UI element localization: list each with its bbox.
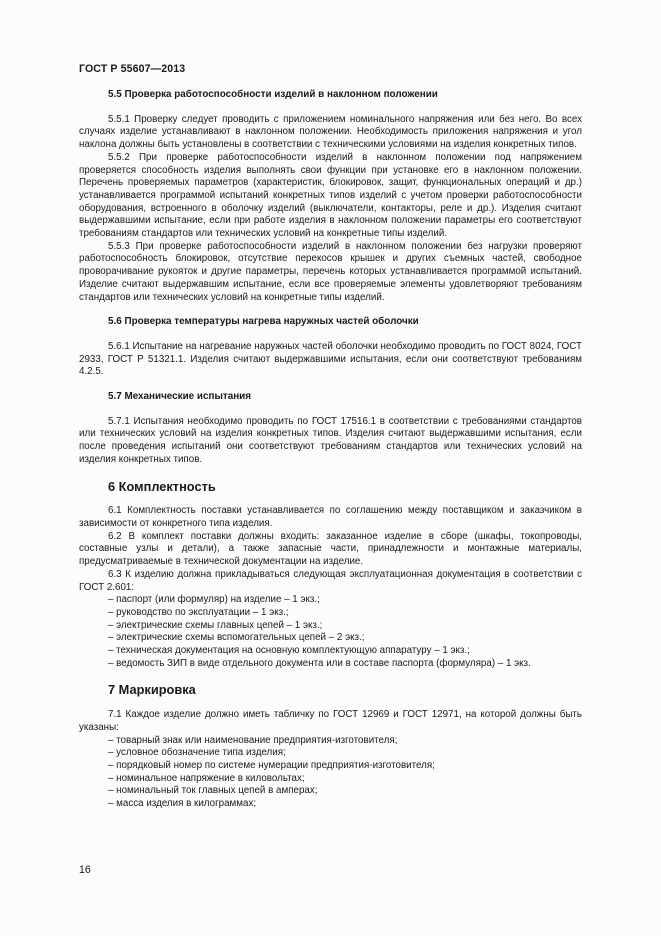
paragraph-5-5-3: 5.5.3 При проверке работоспособности изделий в наклонном положении без нагрузки проверяют работоспособность блокировок, отсутствие перекосов крышек и других съемных частей, свободное проворачивание рукояток и другие параметры, перечень которых устанавливается программой испытаний. Изделие считают выдержавшим испытание, если все проверяемые элементы удовлетворяют требованиям стандартов или технических условий на конкретные типы изделий. <box>79 240 582 303</box>
section-5-5-title: 5.5 Проверка работоспособности изделий в наклонном положении <box>108 89 438 100</box>
list-item: – ведомость ЗИП в виде отдельного документа или в составе паспорта (формуляра) – 1 экз. <box>108 657 531 669</box>
list-item: – электрические схемы вспомогательных цепей – 2 экз.; <box>108 632 365 644</box>
page-content <box>79 89 582 811</box>
paragraph-6-3: 6.3 К изделию должна прикладываться следующая эксплуатационная документация в соответствии с ГОСТ 2.601: <box>79 568 582 593</box>
page-number: 16 <box>79 864 91 876</box>
list-item: – условное обозначение типа изделия; <box>108 747 286 759</box>
list-item: – масса изделия в килограммах; <box>108 798 257 810</box>
list-item: – электрические схемы главных цепей – 1 экз.; <box>108 619 323 631</box>
list-item: – руководство по эксплуатации – 1 экз.; <box>108 606 289 618</box>
section-5-6-title: 5.6 Проверка температуры нагрева наружных частей оболочки <box>108 316 419 328</box>
paragraph-5-7-1: 5.7.1 Испытания необходимо проводить по ГОСТ 17516.1 в соответствии с требованиями стандартов или технических условий на изделия конкретных типов. Изделия считают выдержавшими испытания, если после проведения испытаний они соответствуют требованиям стандартов или технических условий на изделия конкретных типов. <box>79 415 582 465</box>
list-item: – паспорт (или формуляр) на изделие – 1 экз.; <box>108 594 320 606</box>
list-item: – номинальное напряжение в киловольтах; <box>108 772 305 784</box>
list-item: – номинальный ток главных цепей в амперах; <box>108 785 318 797</box>
paragraph-6-2: 6.2 В комплект поставки должны входить: заказанное изделие в сборе (шкафы, токопроводы, составные узлы и детали), а также запасные части, принадлежности и монтажные материалы, предусматриваемые в технической документации на изделие. <box>79 530 582 568</box>
list-item: – техническая документация на основную комплектующую аппаратуру – 1 экз.; <box>108 645 470 657</box>
paragraph-6-1: 6.1 Комплектность поставки устанавливается по соглашению между поставщиком и заказчиком в зависимости от конкретного типа изделия. <box>79 505 582 529</box>
list-item: – порядковый номер по системе нумерации предприятия-изготовителя; <box>108 759 435 771</box>
section-7-title: 7 Маркировка <box>108 682 196 698</box>
section-6-title: 6 Комплектность <box>108 478 216 494</box>
document-header: ГОСТ Р 55607—2013 <box>79 63 186 75</box>
paragraph-5-6-1: 5.6.1 Испытание на нагревание наружных частей оболочки необходимо проводить по ГОСТ 8024, ГОСТ 2933, ГОСТ Р 51321.1. Изделия считают выдержавшими испытания, если они соответствуют требованиям 4.2.5. <box>79 340 582 378</box>
paragraph-5-5-1: 5.5.1 Проверку следует проводить с приложением номинального напряжения или без него. Во всех случаях изделие устанавливают в наклонном положении. Необходимость приложения напряжения и угол наклона должны быть установлены в соответствии с техническими условиями на изделия конкретных типов. <box>79 113 582 151</box>
section-5-7-title: 5.7 Механические испытания <box>108 391 251 403</box>
list-item: – товарный знак или наименование предприятия-изготовителя; <box>108 734 398 746</box>
paragraph-5-5-2: 5.5.2 При проверке работоспособности изделий в наклонном положении под напряжением проверяется способность изделия выполнять свои функции при установке его в наклонном положении. Перечень проверяемых параметров (характеристик, блокировок, защит, функциональных операций и др.) устанавливается программой испытаний конкретных типов изделий с учетом проверки работоспособности оборудования, встроенного в оболочку изделий (выключатели, контакторы, реле и др.). Изделия считают выдержавшими испытание, если при работе изделия в наклонном положении параметры его соответствуют требованиям стандартов или технических условий на конкретные типы изделий. <box>79 151 582 240</box>
paragraph-7-1: 7.1 Каждое изделие должно иметь табличку по ГОСТ 12969 и ГОСТ 12971, на которой должны быть указаны: <box>79 709 582 733</box>
